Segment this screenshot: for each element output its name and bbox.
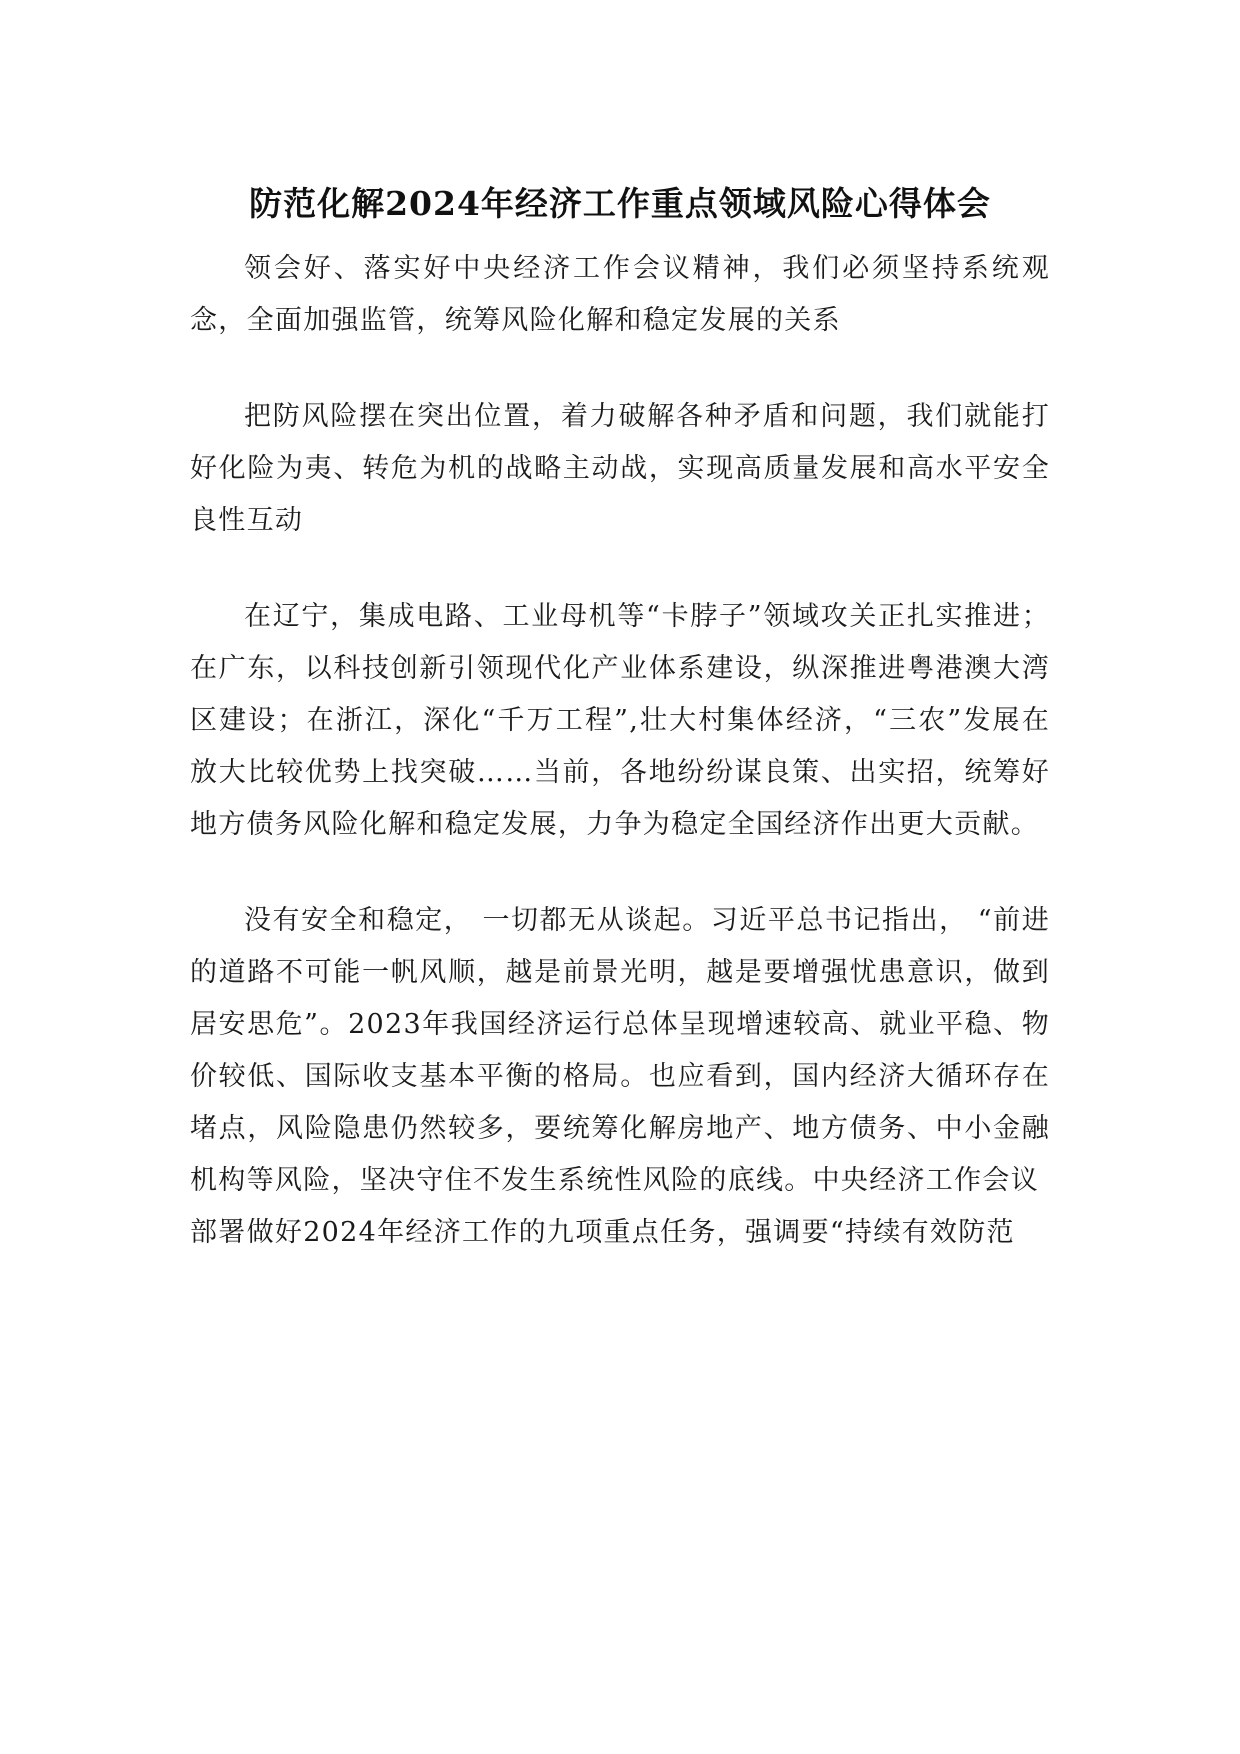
document-body [190, 243, 1050, 1259]
document-title: 防范化解2024年经济工作重点领域风险心得体会 [249, 184, 991, 223]
paragraph-4: 没有安全和稳定， 一切都无从谈起。习近平总书记指出， “前进 的道路不可能一帆风顺，越是前景光明，越是要增强忧患意识，做到 居安思危”。2023年我国经济运行总体呈现增速较高、就业平稳、物 价较低、国际收支基本平衡的格局。也应看到，国内经济大循环存在 堵点，风险隐患仍然较多，要统筹化解房地产、地方债务、中小金融 机构等风险，坚决守住不发生系统性风险的底线。中央经济工作会议 [190, 905, 1050, 1196]
paragraph-2: 把防风险摆在突出位置，着力破解各种矛盾和问题，我们就能打好化险为夷、转危为机的战略主动战，实现高质量发展和高水平安全良性互动 [190, 401, 1050, 536]
paragraph-5: 部署做好2024年经济工作的九项重点任务，强调要“持续有效防范 [190, 1217, 1015, 1248]
paragraph-1: 领会好、落实好中央经济工作会议精神，我们必须坚持系统观念，全面加强监管，统筹风险化解和稳定发展的关系 [190, 253, 1050, 336]
paragraph-3: 在辽宁，集成电路、工业母机等“卡脖子”领域攻关正扎实推进；在广东，以科技创新引领现代化产业体系建设，纵深推进粤港澳大湾区建设；在浙江，深化“千万工程”,壮大村集体经济，“三农”发展在放大比较优势上找突破……当前，各地纷纷谋良策、出实招，统筹好地方债务风险化解和稳定发展，力争为稳定全国经济作出更大贡献。 [190, 601, 1050, 840]
